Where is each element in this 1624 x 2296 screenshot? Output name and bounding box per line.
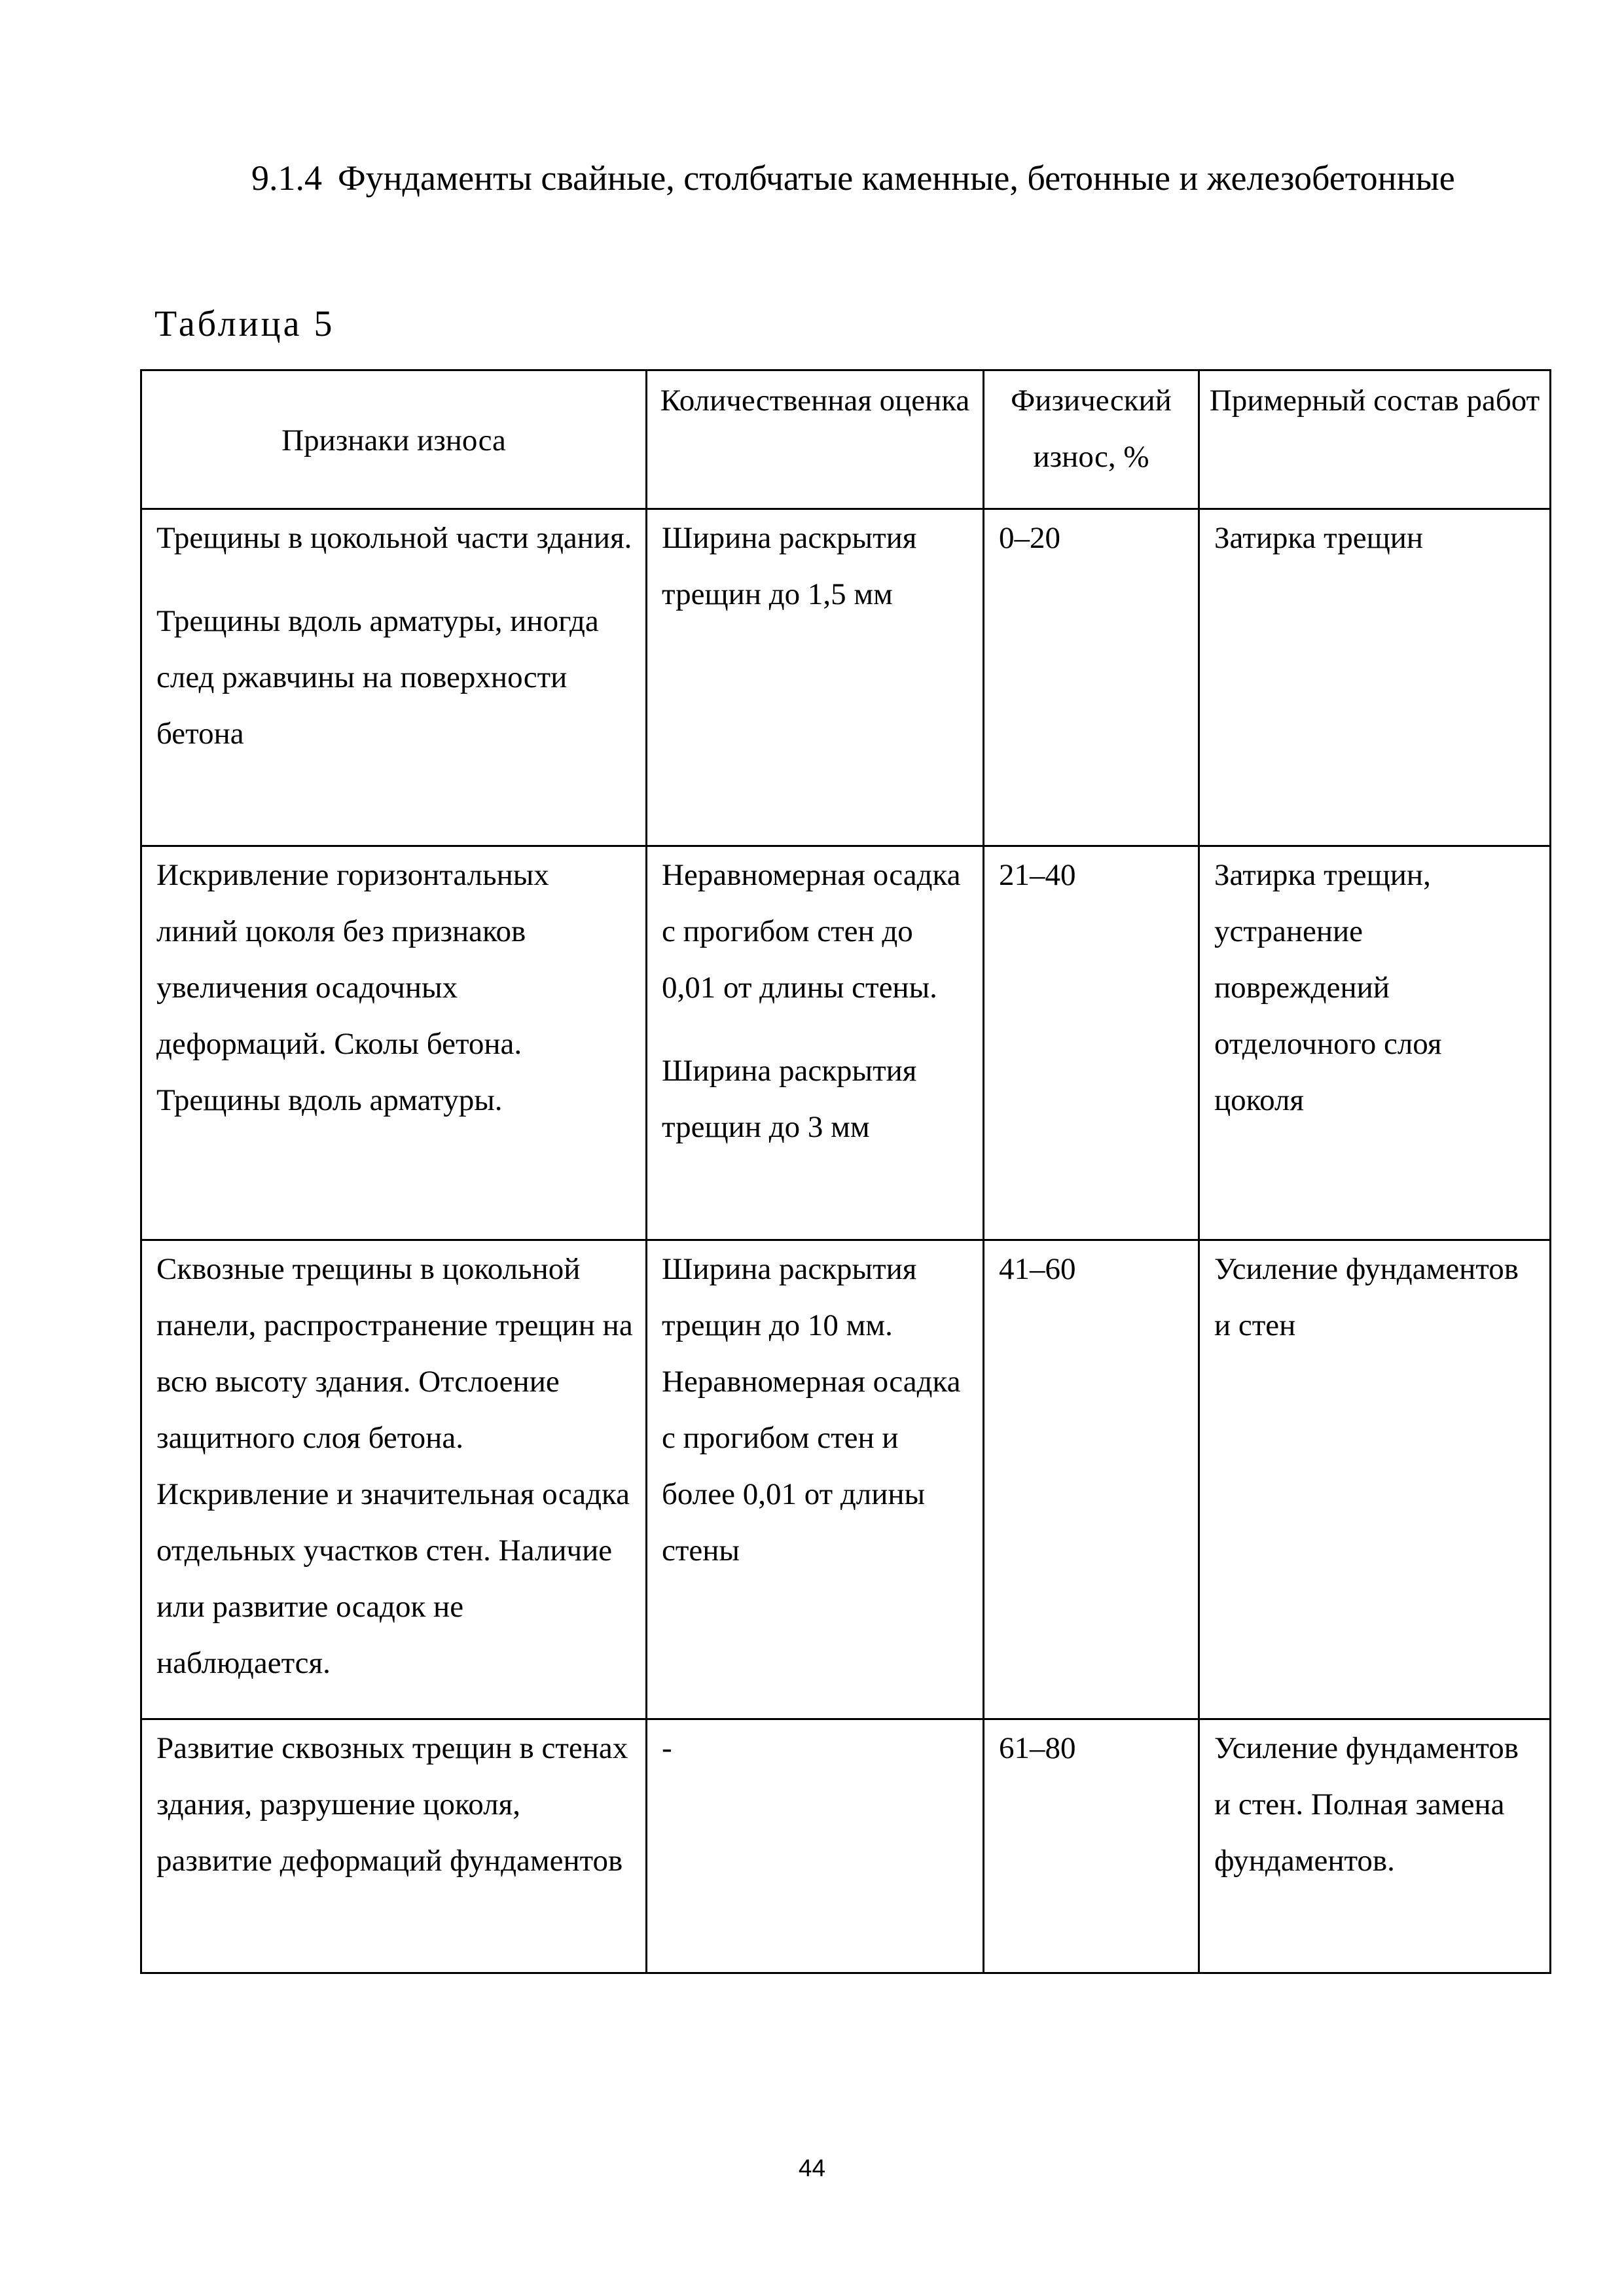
cell-paragraph: Искривление горизонтальных линий цоколя без признаков увеличения осадочных деформаций. Сколы бетона. Трещины вдоль арматуры. — [156, 858, 549, 1117]
cell-wear: 61–80 — [984, 1719, 1199, 1973]
cell-works — [1199, 509, 1551, 846]
cell-paragraph: Развитие сквозных трещин в стенах здания, разрушение цоколя, развитие деформаций фундаментов — [156, 1731, 628, 1878]
cell-paragraph: - — [662, 1731, 672, 1765]
header-assessment: Количественная оценка — [647, 370, 984, 509]
cell-paragraph: Усиление фундаментов и стен — [1214, 1252, 1519, 1342]
cell-signs — [141, 1719, 647, 1973]
cell-paragraph: Затирка трещин, устранение повреждений отделочного слоя цоколя — [1214, 858, 1442, 1117]
cell-paragraph: Ширина раскрытия трещин до 10 мм. Неравномерная осадка с прогибом стен и более 0,01 от длины стены — [662, 1252, 961, 1568]
page-number: 44 — [798, 2155, 826, 2181]
cell-assessment — [647, 1240, 984, 1719]
cell-paragraph: Усиление фундаментов и стен. Полная замена фундаментов. — [1214, 1731, 1519, 1878]
table-header-row — [141, 370, 1551, 509]
cell-works — [1199, 1719, 1551, 1973]
header-wear: Физический износ, % — [984, 370, 1199, 509]
cell-paragraph: Трещины в цокольной части здания. — [156, 521, 632, 555]
table-row — [141, 509, 1551, 846]
cell-paragraph: Неравномерная осадка с прогибом стен до 0,01 от длины стены. — [662, 858, 961, 1005]
table-caption: Таблица 5 — [154, 304, 335, 344]
cell-paragraph: Затирка трещин — [1214, 521, 1424, 555]
cell-wear: 41–60 — [984, 1240, 1199, 1719]
header-signs: Признаки износа — [141, 370, 647, 509]
cell-paragraph: Трещины вдоль арматуры, иногда след ржавчины на поверхности бетона — [156, 604, 599, 751]
table-row — [141, 1240, 1551, 1719]
cell-wear: 21–40 — [984, 846, 1199, 1240]
cell-signs — [141, 509, 647, 846]
cell-assessment — [647, 846, 984, 1240]
cell-signs — [141, 846, 647, 1240]
section-heading — [154, 145, 1503, 211]
cell-paragraph: Ширина раскрытия трещин до 3 мм — [662, 1054, 917, 1144]
cell-wear: 0–20 — [984, 509, 1199, 846]
header-works: Примерный состав работ — [1199, 370, 1551, 509]
cell-works — [1199, 846, 1551, 1240]
section-title: Фундаменты свайные, столбчатые каменные, бетонные и железобетонные — [338, 158, 1455, 198]
table-row — [141, 1719, 1551, 1973]
table-row — [141, 846, 1551, 1240]
cell-assessment — [647, 509, 984, 846]
wear-table — [140, 369, 1551, 1974]
cell-assessment — [647, 1719, 984, 1973]
cell-paragraph: Сквозные трещины в цокольной панели, распространение трещин на всю высоту здания. Отслоение защитного слоя бетона. Искривление и значительная осадка отдельных участков стен. Наличие или развитие осадок не наблюдается. — [156, 1252, 633, 1680]
cell-signs — [141, 1240, 647, 1719]
section-number: 9.1.4 — [251, 158, 322, 198]
cell-works — [1199, 1240, 1551, 1719]
cell-paragraph: Ширина раскрытия трещин до 1,5 мм — [662, 521, 917, 611]
